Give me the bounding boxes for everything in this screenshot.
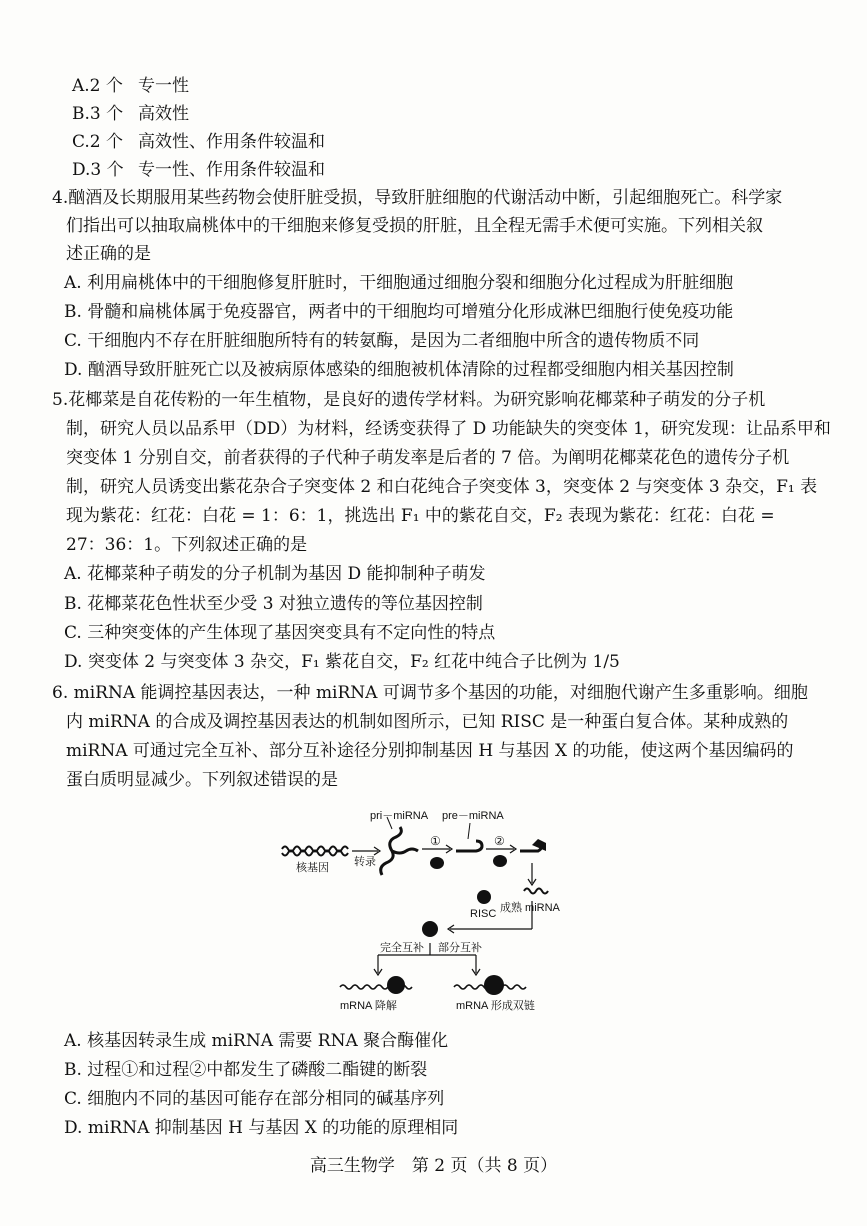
mirna-diagram bbox=[270, 805, 600, 1020]
q4-option-b: B. 骨髓和扁桃体属于免疫器官，两者中的干细胞均可增殖分化形成淋巴细胞行使免疫功能 bbox=[64, 302, 734, 322]
q5-stem-line: 制，研究人员诱变出紫花杂合子突变体 2 和白花纯合子突变体 3，突变体 2 与突变体 3 杂交，F₁ 表 bbox=[66, 477, 818, 497]
q4-option-d: D. 酗酒导致肝脏死亡以及被病原体感染的细胞被机体清除的过程都受细胞内相关基因控制 bbox=[64, 360, 734, 380]
q6-option-d: D. miRNA 抑制基因 H 与基因 X 的功能的原理相同 bbox=[64, 1118, 459, 1138]
pri-mirna-label: pri－miRNA bbox=[370, 810, 429, 822]
mrna-double-label: mRNA 形成双链 bbox=[456, 1000, 535, 1012]
partial-complement-label: 部分互补 bbox=[438, 942, 482, 954]
q4-option-a: A. 利用扁桃体中的干细胞修复肝脏时，干细胞通过细胞分裂和细胞分化过程成为肝脏细胞 bbox=[64, 273, 734, 293]
q3-option-d: D.3 个 专一性、作用条件较温和 bbox=[72, 160, 325, 180]
q5-stem-line: 突变体 1 分别自交，前者获得的子代种子萌发率是后者的 7 倍。为阐明花椰菜花色的遗传分子机 bbox=[66, 448, 790, 468]
pre-mirna-label: pre－miRNA bbox=[442, 810, 504, 822]
q5-stem-line: 5.花椰菜是自花传粉的一年生植物，是良好的遗传学材料。为研究影响花椰菜种子萌发的分子机 bbox=[52, 390, 766, 410]
q5-stem-line: 制，研究人员以品系甲（DD）为材料，经诱变获得了 D 功能缺失的突变体 1，研究发现：让品系甲和 bbox=[66, 419, 831, 439]
q3-option-c: C.2 个 高效性、作用条件较温和 bbox=[72, 132, 325, 152]
q6-stem-line: 6. miRNA 能调控基因表达，一种 miRNA 可调节多个基因的功能，对细胞代谢产生多重影响。细胞 bbox=[52, 683, 808, 703]
pri-mirna-shape bbox=[381, 827, 418, 875]
q6-stem-line: 蛋白质明显减少。下列叙述错误的是 bbox=[66, 770, 338, 790]
pre-mirna-shape bbox=[456, 841, 482, 851]
q6-stem-line: miRNA 可通过完全互补、部分互补途径分别抑制基因 H 与基因 X 的功能，使这两个基因编码的 bbox=[66, 741, 794, 761]
q5-option-a: A. 花椰菜种子萌发的分子机制为基因 D 能抑制种子萌发 bbox=[64, 564, 486, 584]
q6-stem-line: 内 miRNA 的合成及调控基因表达的机制如图所示，已知 RISC 是一种蛋白复合体。某种成熟的 bbox=[66, 712, 789, 732]
step1-label: ① bbox=[430, 834, 441, 848]
q5-option-c: C. 三种突变体的产生体现了基因突变具有不定向性的特点 bbox=[64, 623, 496, 643]
q4-stem-line: 4.酗酒及长期服用某些药物会使肝脏受损，导致肝脏细胞的代谢活动中断，引起细胞死亡。科学家 bbox=[52, 188, 783, 208]
page-footer: 高三生物学 第 2 页（共 8 页） bbox=[309, 1156, 558, 1176]
risc-label: RISC bbox=[470, 908, 497, 920]
q5-option-b: B. 花椰菜花色性状至少受 3 对独立遗传的等位基因控制 bbox=[64, 594, 483, 614]
step2-label: ② bbox=[494, 834, 505, 848]
q4-stem-line: 们指出可以抽取扁桃体中的干细胞来修复受损的肝脏，且全程无需手术便可实施。下列相关叙 bbox=[66, 216, 763, 236]
mature-mirna-label: 成熟 miRNA bbox=[500, 902, 560, 914]
nuclear-gene-label: 核基因 bbox=[296, 862, 329, 874]
q5-stem-line: 27：36：1。下列叙述正确的是 bbox=[66, 535, 308, 555]
full-complement-label: 完全互补 bbox=[380, 942, 424, 954]
q5-option-d: D. 突变体 2 与突变体 3 杂交，F₁ 紫花自交，F₂ 红花中纯合子比例为 1/5 bbox=[64, 652, 620, 672]
q5-stem-line: 现为紫花：红花：白花 = 1：6：1，挑选出 F₁ 中的紫花自交，F₂ 表现为紫花：红花：白花 = bbox=[66, 506, 775, 526]
transcription-label: 转录 bbox=[354, 856, 376, 868]
q3-option-a: A.2 个 专一性 bbox=[72, 76, 189, 96]
q4-option-c: C. 干细胞内不存在肝脏细胞所特有的转氨酶，是因为二者细胞中所含的遗传物质不同 bbox=[64, 331, 700, 351]
q6-option-b: B. 过程①和过程②中都发生了磷酸二酯键的断裂 bbox=[64, 1060, 428, 1080]
q6-option-a: A. 核基因转录生成 miRNA 需要 RNA 聚合酶催化 bbox=[64, 1031, 449, 1051]
q3-option-b: B.3 个 高效性 bbox=[72, 104, 189, 124]
mature-mirna-strand bbox=[524, 889, 548, 894]
q6-option-c: C. 细胞内不同的基因可能存在部分相同的碱基序列 bbox=[64, 1089, 445, 1109]
mrna-degrade-label: mRNA 降解 bbox=[340, 1000, 397, 1012]
q4-stem-line: 述正确的是 bbox=[66, 244, 151, 264]
